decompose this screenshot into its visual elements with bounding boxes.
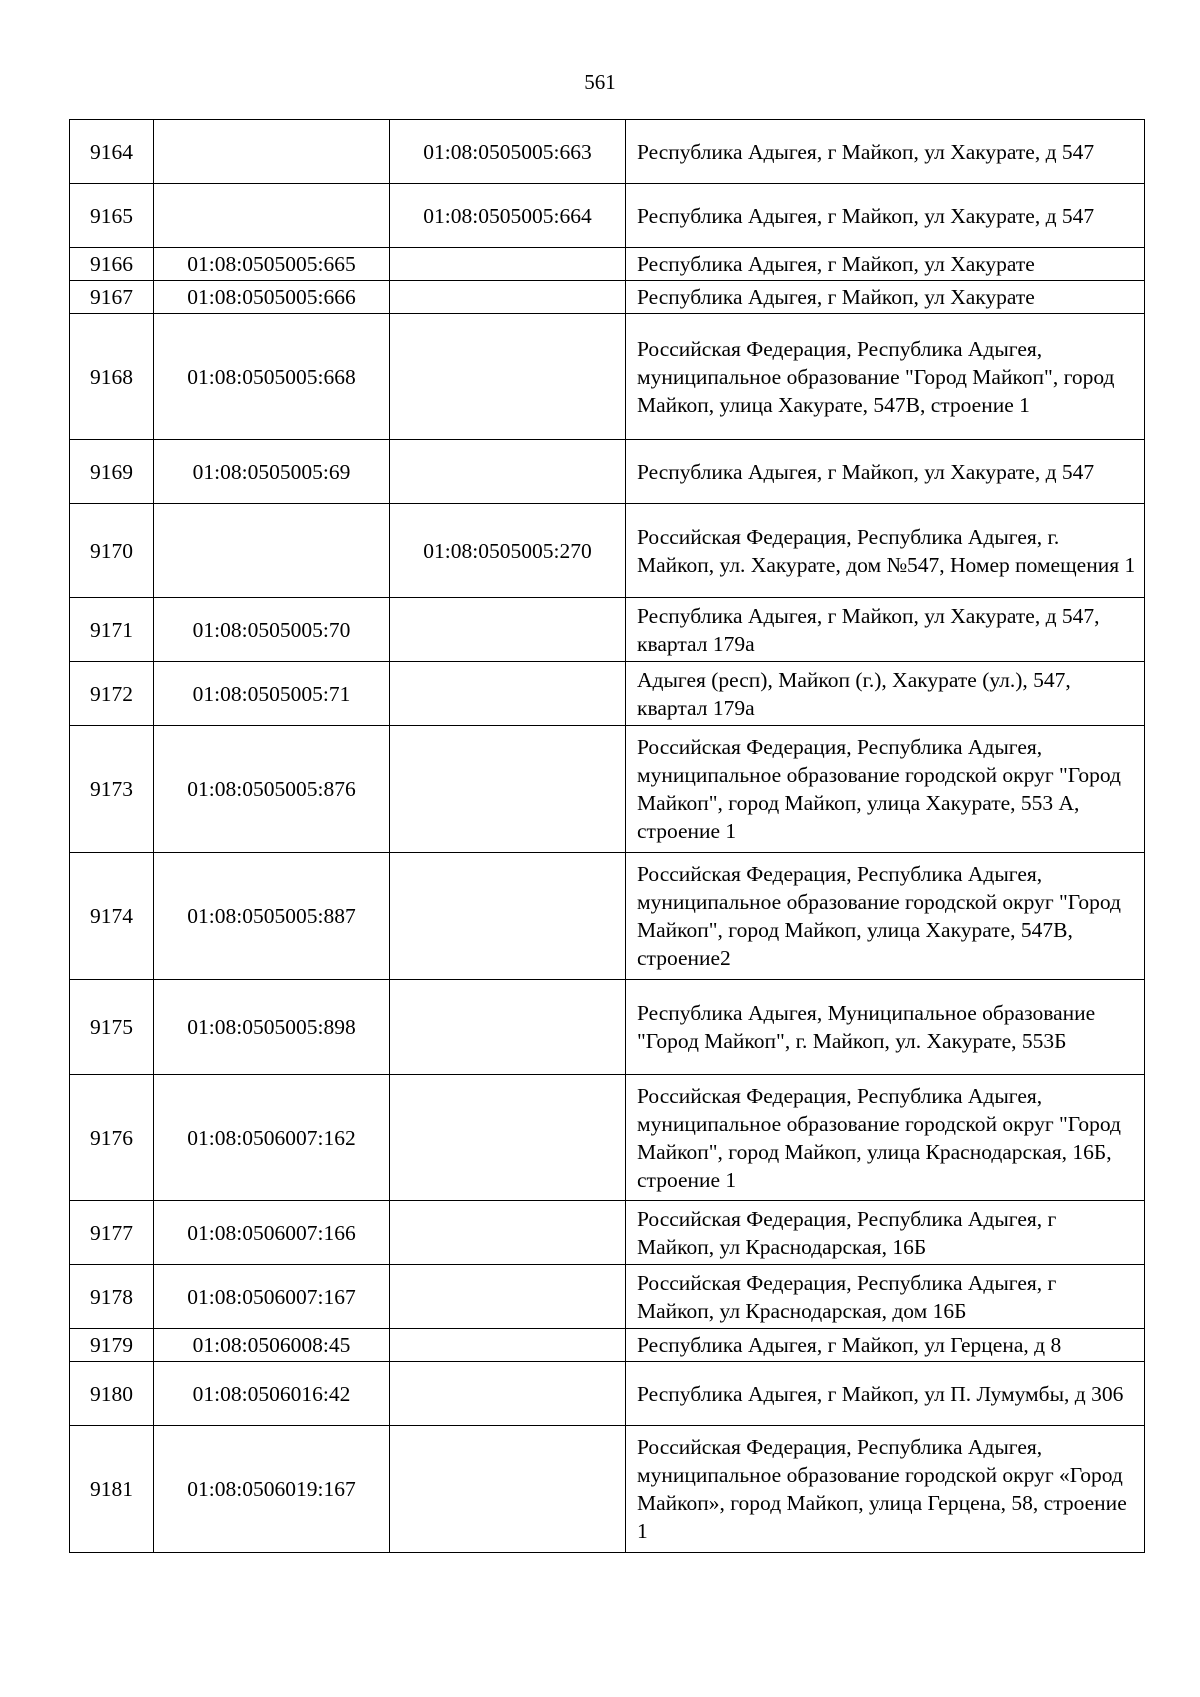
building-cadastral-cell <box>390 1201 626 1265</box>
land-cadastral-cell: 01:08:0506019:167 <box>154 1426 390 1553</box>
building-cadastral-cell <box>390 1329 626 1362</box>
address-cell: Республика Адыгея, г Майкоп, ул П. Лумумбы, д 306 <box>626 1362 1145 1426</box>
building-cadastral-cell <box>390 662 626 726</box>
land-cadastral-cell: 01:08:0506016:42 <box>154 1362 390 1426</box>
address-cell: Республика Адыгея, Муниципальное образование "Город Майкоп", г. Майкоп, ул. Хакурате, 553Б <box>626 980 1145 1075</box>
address-cell: Российская Федерация, Республика Адыгея, муниципальное образование "Город Майкоп", город Майкоп, улица Хакурате, 547В, строение 1 <box>626 314 1145 440</box>
row-number-cell: 9168 <box>70 314 154 440</box>
registry-table-container <box>69 119 1144 1553</box>
row-number-cell: 9175 <box>70 980 154 1075</box>
row-number-cell: 9181 <box>70 1426 154 1553</box>
table-row <box>70 1362 1145 1426</box>
building-cadastral-cell <box>390 598 626 662</box>
table-row <box>70 980 1145 1075</box>
building-cadastral-cell <box>390 1265 626 1329</box>
address-cell: Республика Адыгея, г Майкоп, ул Хакурате, д 547 <box>626 184 1145 248</box>
address-cell: Российская Федерация, Республика Адыгея, г. Майкоп, ул. Хакурате, дом №547, Номер помещения 1 <box>626 504 1145 598</box>
page-number: 561 <box>584 70 616 94</box>
building-cadastral-cell <box>390 440 626 504</box>
table-row <box>70 726 1145 853</box>
address-cell: Республика Адыгея, г Майкоп, ул Герцена, д 8 <box>626 1329 1145 1362</box>
building-cadastral-cell <box>390 726 626 853</box>
address-cell: Российская Федерация, Республика Адыгея, муниципальное образование городской округ "Город Майкоп", город Майкоп, улица Хакурате, 553 А, строение 1 <box>626 726 1145 853</box>
land-cadastral-cell: 01:08:0506007:166 <box>154 1201 390 1265</box>
land-cadastral-cell: 01:08:0505005:69 <box>154 440 390 504</box>
address-cell: Российская Федерация, Республика Адыгея, муниципальное образование городской округ "Город Майкоп", город Майкоп, улица Хакурате, 547В, строение2 <box>626 853 1145 980</box>
address-cell: Республика Адыгея, г Майкоп, ул Хакурате <box>626 248 1145 281</box>
row-number-cell: 9172 <box>70 662 154 726</box>
row-number-cell: 9174 <box>70 853 154 980</box>
building-cadastral-cell: 01:08:0505005:664 <box>390 184 626 248</box>
land-cadastral-cell: 01:08:0505005:70 <box>154 598 390 662</box>
address-cell: Российская Федерация, Республика Адыгея, г Майкоп, ул Краснодарская, дом 16Б <box>626 1265 1145 1329</box>
table-row <box>70 184 1145 248</box>
table-row <box>70 1201 1145 1265</box>
registry-table <box>69 119 1145 1553</box>
land-cadastral-cell: 01:08:0505005:71 <box>154 662 390 726</box>
row-number-cell: 9178 <box>70 1265 154 1329</box>
table-row <box>70 598 1145 662</box>
table-row <box>70 440 1145 504</box>
land-cadastral-cell: 01:08:0505005:668 <box>154 314 390 440</box>
building-cadastral-cell <box>390 314 626 440</box>
building-cadastral-cell <box>390 248 626 281</box>
land-cadastral-cell: 01:08:0506008:45 <box>154 1329 390 1362</box>
address-cell: Республика Адыгея, г Майкоп, ул Хакурате <box>626 281 1145 314</box>
building-cadastral-cell <box>390 281 626 314</box>
table-row <box>70 314 1145 440</box>
table-row <box>70 853 1145 980</box>
building-cadastral-cell: 01:08:0505005:270 <box>390 504 626 598</box>
land-cadastral-cell <box>154 504 390 598</box>
row-number-cell: 9177 <box>70 1201 154 1265</box>
address-cell: Российская Федерация, Республика Адыгея, муниципальное образование городской округ «Город Майкоп», город Майкоп, улица Герцена, 58, строение 1 <box>626 1426 1145 1553</box>
address-cell: Адыгея (респ), Майкоп (г.), Хакурате (ул.), 547, квартал 179а <box>626 662 1145 726</box>
table-row <box>70 1075 1145 1201</box>
row-number-cell: 9165 <box>70 184 154 248</box>
land-cadastral-cell: 01:08:0505005:666 <box>154 281 390 314</box>
address-cell: Республика Адыгея, г Майкоп, ул Хакурате, д 547 <box>626 440 1145 504</box>
table-row <box>70 248 1145 281</box>
address-cell: Российская Федерация, Республика Адыгея, г Майкоп, ул Краснодарская, 16Б <box>626 1201 1145 1265</box>
row-number-cell: 9164 <box>70 120 154 184</box>
land-cadastral-cell: 01:08:0505005:876 <box>154 726 390 853</box>
table-row <box>70 1329 1145 1362</box>
table-row <box>70 281 1145 314</box>
table-row <box>70 120 1145 184</box>
table-row <box>70 1265 1145 1329</box>
land-cadastral-cell: 01:08:0506007:162 <box>154 1075 390 1201</box>
table-row <box>70 662 1145 726</box>
row-number-cell: 9171 <box>70 598 154 662</box>
land-cadastral-cell: 01:08:0505005:887 <box>154 853 390 980</box>
row-number-cell: 9169 <box>70 440 154 504</box>
building-cadastral-cell <box>390 1075 626 1201</box>
row-number-cell: 9179 <box>70 1329 154 1362</box>
table-row <box>70 1426 1145 1553</box>
row-number-cell: 9166 <box>70 248 154 281</box>
building-cadastral-cell: 01:08:0505005:663 <box>390 120 626 184</box>
row-number-cell: 9176 <box>70 1075 154 1201</box>
land-cadastral-cell <box>154 184 390 248</box>
row-number-cell: 9167 <box>70 281 154 314</box>
row-number-cell: 9170 <box>70 504 154 598</box>
building-cadastral-cell <box>390 1362 626 1426</box>
building-cadastral-cell <box>390 1426 626 1553</box>
row-number-cell: 9180 <box>70 1362 154 1426</box>
land-cadastral-cell <box>154 120 390 184</box>
row-number-cell: 9173 <box>70 726 154 853</box>
address-cell: Республика Адыгея, г Майкоп, ул Хакурате, д 547 <box>626 120 1145 184</box>
building-cadastral-cell <box>390 853 626 980</box>
building-cadastral-cell <box>390 980 626 1075</box>
land-cadastral-cell: 01:08:0505005:665 <box>154 248 390 281</box>
land-cadastral-cell: 01:08:0505005:898 <box>154 980 390 1075</box>
address-cell: Республика Адыгея, г Майкоп, ул Хакурате, д 547, квартал 179а <box>626 598 1145 662</box>
address-cell: Российская Федерация, Республика Адыгея, муниципальное образование городской округ "Город Майкоп", город Майкоп, улица Краснодарская, 16Б, строение 1 <box>626 1075 1145 1201</box>
land-cadastral-cell: 01:08:0506007:167 <box>154 1265 390 1329</box>
table-row <box>70 504 1145 598</box>
